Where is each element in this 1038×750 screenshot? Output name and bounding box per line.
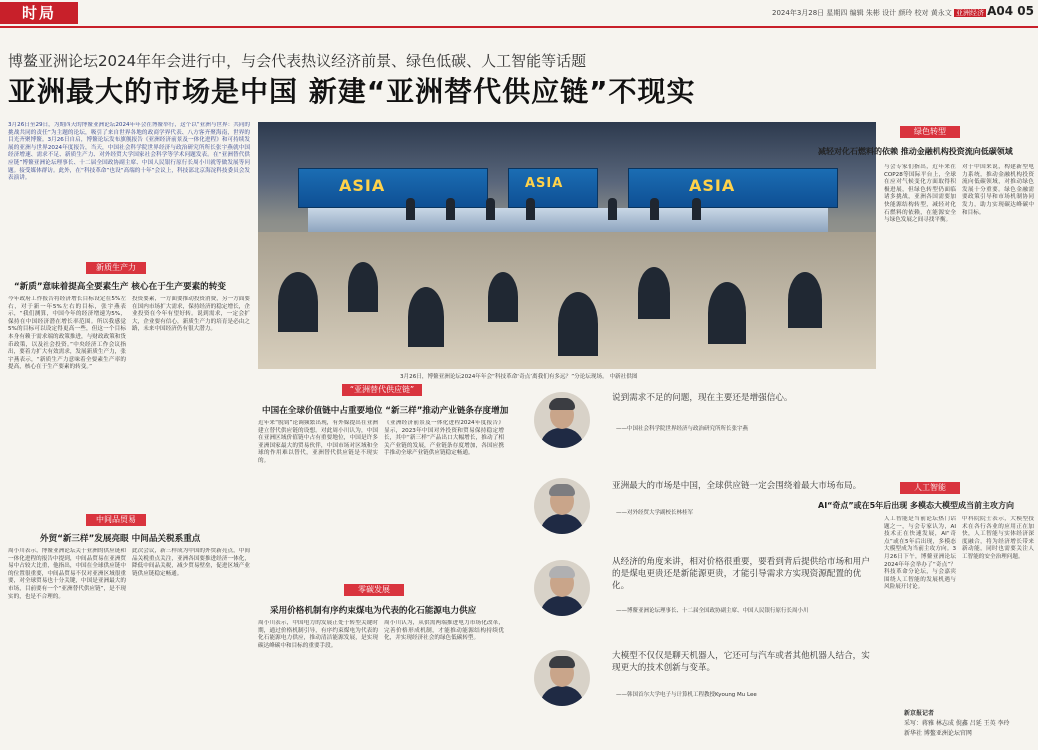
quote-text: 说到需求不足的问题，现在主要还是增强信心。 [612,393,793,403]
article-body-productivity-2: 投资要素，一方面要推动投资消费，另一方面要在国内市场扩大需求，保持经济的稳定增长，企业投资在今年有望好转。说到需求，一定会扩大，企业要有信心，新质生产力的培育是必由之路，未来中国经济仍有很大潜力。 [132,296,250,333]
credit-reporters: 采写：蒋雅 林志成 倪鑫 吕延 王英 李玲 [904,720,1010,727]
masthead [0,0,1038,28]
date-text: 2024年3月28日 星期四 编辑 朱彬 设计 颜玲 校对 黄永文 [772,9,952,17]
panelist [486,198,495,220]
audience-member [278,272,318,332]
headline: 亚洲最大的市场是中国 新建“亚洲替代供应链”不现实 [8,75,696,108]
stage-platform [308,208,828,232]
section-label-trade: 中间品贸易 [86,514,146,526]
audience-member [348,262,378,312]
section-title-ai: AI“奇点”或在5年后出现 多模态大模型成当前主攻方向 [818,501,1015,510]
article-body-ai-2: 中科院院士表示，大模型技术在各行各业的应用正在加快，人工智能与实体经济深度融合，将为经济增长带来新动能，同时也需要关注人工智能的安全治理问题。 [962,516,1034,560]
stage-screen-right: ASIA [628,168,838,208]
quote-attribution: ——中国社会科学院世界经济与政治研究所所长张宇燕 [616,426,749,432]
article-body-green: 与会专家们指出，近年来在COP28等国际平台上，全球在应对气候变化方面取得积极进展，但绿色转型仍面临诸多挑战，亚洲各国需要加快能源结构转型，减轻对化石燃料的依赖，在能源安全与绿色发展之间寻找平衡。 [884,164,956,224]
forum-photo [258,122,876,369]
panelist [446,198,455,220]
quote-attribution: ——对外经贸大学副校长林桂军 [616,510,694,516]
photo-caption: 3月26日，博鳌亚洲论坛2024年年会“科技革命‘奇点’离我们有多远？”分论坛现场。 中新社供图 [400,374,638,380]
section-title-value-chain: 中国在全球价值链中占重要地位 “新三样”推动产业链条存度增加 [262,406,509,416]
article-body-productivity: 今年政府工作报告将经济增长目标设定在5%左右，对于新一年5%左右的目标，张宇燕表示，“我们测算，中国今年的经济增速为5%，保持在中国经济潜在增长率范围。所以我感觉5%的目标可以设定得更高一些，但这一个目标本身有赖于需求端的政策推进，与财政政策和货币政策，以及社会投资。”中央经济工作会议指出，要着力扩大有效需求，发展新质生产力，张宇燕表示，“新质生产力意味着全要素生产率的提高，核心在于生产要素的转变。” [8,296,126,371]
quote-text: 从经济的角度来讲，相对价格很重要，要看到背后提供给市场和用户的是煤电更贵还是新能源更贵，才能引导需求方实现资源配置的优化。 [612,557,870,591]
article-body-ai: 人工智能是当前论坛热门话题之一，与会专家认为，AI技术正在快速发展，AI“奇点”或在5年后出现，多模态大模型成为当前主攻方向。3月26日下午，博鳌亚洲论坛2024年年会举办了“奇点”？科技革命分论坛，与会嘉宾围绕人工智能的发展机遇与风险展开讨论。 [884,516,956,591]
quote-attribution: ——韩国首尔大学电子与计算机工程教授Kyoung Mu Lee [616,692,757,698]
credit-source: 新华社 博鳌亚洲论坛官网 [904,730,972,737]
lead-paragraph: 3月26日至29日，为期四天的博鳌亚洲论坛2024年年会在博鳌举行，这个以“亚洲与世界：共同的挑战共同的责任”为主题的论坛，吸引了来自世界各地的政商学界代表、八方客齐聚海南，世界的目光齐聚博鳌。3月26日自启，博鳌论坛发布旗舰报告《亚洲经济前景及一体化进程》和可持续发展的亚洲与世界2024年度报告，当天，中国社会科学院世界经济与政治研究所所长张宇燕就中国经济增速、需求不足、新质生产力、对外经贸大学国家社会科学等学术问题发表。在“亚洲替代供应链”博鳌亚洲论坛理事长、十二届全国政协副主席、中国人民银行原行长周小川就等做发展等问题。接受媒体群访。此外，在“科技革命”也设“高端的十年”会议上，科技部北京海淀科技委员会发表演讲。 [8,122,250,182]
section-label-productivity: 新质生产力 [86,262,146,274]
quote-text: 大模型不仅仅是聊天机器人，它还可与汽车或者其他机器人结合，实现更大的技术创新与变革。 [612,651,870,673]
audience-member [638,267,670,319]
portrait-lin-guijun [534,478,590,534]
audience-member [788,272,822,328]
article-body-trade: 周小川表示，博鳌亚洲论坛关于亚洲的供应链和一体化进程的报告中提到，中间品贸易在亚洲贸易中占较大比重，他指出，中国在全球供应链中的位置很重要，中间品贸易不仅对亚洲区域很重要，对全球贸易也十分关键，中国是亚洲最大的市场，目前要有一个“亚洲替代供应链”，是不现实的，也是不合理的。 [8,548,126,600]
stage-screen-center: ASIA [508,168,598,208]
article-body-energy-2: 周小川认为，从供需两端推进电力市场化改革，完善价格形成机制，才能推动能源结构持续优化，并实现经济社会的绿色低碳转型。 [384,620,504,642]
section-title-trade: 外贸“新三样”发展亮眼 中间品关税系重点 [40,534,201,544]
article-body-green-2: 对于中国来说，构建新型电力系统，推动金融机构投资流向低碳领域，对推动绿色发展十分重要。绿色金融需要政策引导和市场机制协同发力，助力实现碳达峰碳中和目标。 [962,164,1034,216]
audience-member [488,272,518,322]
panelist [608,198,617,220]
section-title-productivity: “新质”意味着提高全要素生产 核心在于生产要素的转变 [14,282,226,292]
credit-label: 新京报记者 [904,710,935,717]
date-line [772,8,986,18]
portrait-zhou-xiaochuan [534,560,590,616]
section-label-ai: 人工智能 [900,482,960,494]
section-label-energy: 零碳发展 [344,584,404,596]
portrait-kyoung-mu-lee [534,650,590,706]
panelist [650,198,659,220]
subheadline: 博鳌亚洲论坛2024年年会进行中，与会代表热议经济前景、绿色低碳、人工智能等话题 [8,52,587,70]
edition-badge: 亚洲经济 [956,9,984,17]
section-label-value-chain: “亚洲替代供应链” [342,384,422,396]
panelist [526,198,535,220]
audience-member [708,282,746,344]
quote-attribution: ——博鳌亚洲论坛理事长、十二届全国政协副主席、中国人民银行原行长周小川 [616,608,809,614]
section-tag: 时局 [0,2,78,24]
section-title-green: 减轻对化石燃料的依赖 推动金融机构投资流向低碳领域 [818,147,1013,156]
audience-member [558,292,598,356]
stage-screen-left: ASIA [298,168,488,208]
quote-text: 亚洲最大的市场是中国，全球供应链一定会围绕着最大市场布局。 [612,481,862,491]
article-body-energy: 周小川表示，中国电力的发展正处于转型关键时期，通过价格机制引导，有序约束煤电为代表的化石能源电力供应，推动清洁能源发展，是实现碳达峰碳中和目标的重要手段。 [258,620,378,649]
article-body-trade-2: 此次会议，新三样成为中国的外贸新亮点，中间品关税重点关注，亚洲各国要推进经济一体化，降低中间品关税，减少贸易壁垒，促进区域产业链供应链稳定畅通。 [132,548,250,577]
section-title-energy: 采用价格机制有序约束煤电为代表的化石能源电力供应 [270,606,477,616]
section-label-green: 绿色转型 [900,126,960,138]
audience-member [408,287,444,347]
portrait-zhang-yuyan [534,392,590,448]
panelist [406,198,415,220]
article-body-value-chain-2: 《亚洲经济前景及一体化进程2024年度报告》显示，2023年中国对外投资和贸易保持稳定增长，其中“新三样”产品出口大幅增长，推动了相关产业链的发展，产业链条存度增加，各国应携手推动全球产业链供应链稳定畅通。 [384,420,504,457]
panelist [692,198,701,220]
article-body-value-chain: 近年来“脱钩”论调频繁出现，有外媒提出在亚洲建立替代供应链的设想。对此周小川认为，中国在亚洲区域价值链中占有重要地位，中国是许多亚洲国家最大的贸易伙伴，中国市场对区域和全球的作用难以替代，亚洲替代供应链是不现实的。 [258,420,378,464]
page-number: A04 05 [987,4,1034,18]
